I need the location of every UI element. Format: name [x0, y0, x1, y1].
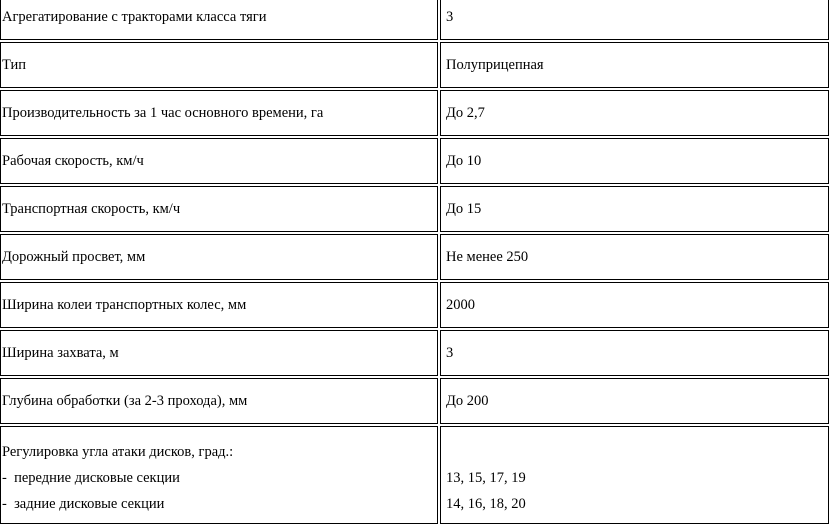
parameter-cell: Ширина колеи транспортных колес, мм [0, 282, 438, 328]
value-cell: До 2,7 [440, 90, 829, 136]
table-row [0, 234, 829, 280]
disc-angle-title: Регулировка угла атаки дисков, град.: [2, 444, 234, 460]
table-row [0, 138, 829, 184]
parameter-cell-disc-angle [0, 426, 438, 524]
table-row [0, 42, 829, 88]
table-row [0, 0, 829, 40]
table-row [0, 90, 829, 136]
parameter-cell: Глубина обработки (за 2-3 прохода), мм [0, 378, 438, 424]
value-cell: До 10 [440, 138, 829, 184]
front-sections-value: 13, 15, 17, 19 [445, 470, 526, 486]
value-cell: Не менее 250 [440, 234, 829, 280]
value-cell: 3 [440, 330, 829, 376]
value-cell: Полуприцепная [440, 42, 829, 88]
rear-sections-value: 14, 16, 18, 20 [445, 496, 526, 512]
parameter-cell: Ширина захвата, м [0, 330, 438, 376]
value-cell: До 15 [440, 186, 829, 232]
value-cell-disc-angle [440, 426, 829, 524]
table-row [0, 330, 829, 376]
table-row [0, 282, 829, 328]
parameter-cell: Транспортная скорость, км/ч [0, 186, 438, 232]
table-row [0, 186, 829, 232]
table-row-disc-angle [0, 426, 829, 524]
table-row [0, 378, 829, 424]
front-sections-label: - передние дисковые секции [2, 470, 180, 486]
parameter-cell: Агрегатирование с тракторами класса тяги [0, 0, 438, 40]
value-cell: 3 [440, 0, 829, 40]
rear-sections-label: - задние дисковые секции [2, 496, 165, 512]
value-cell: 2000 [440, 282, 829, 328]
parameter-cell: Производительность за 1 час основного времени, га [0, 90, 438, 136]
parameter-cell: Рабочая скорость, км/ч [0, 138, 438, 184]
value-cell: До 200 [440, 378, 829, 424]
parameter-cell: Тип [0, 42, 438, 88]
parameter-cell: Дорожный просвет, мм [0, 234, 438, 280]
